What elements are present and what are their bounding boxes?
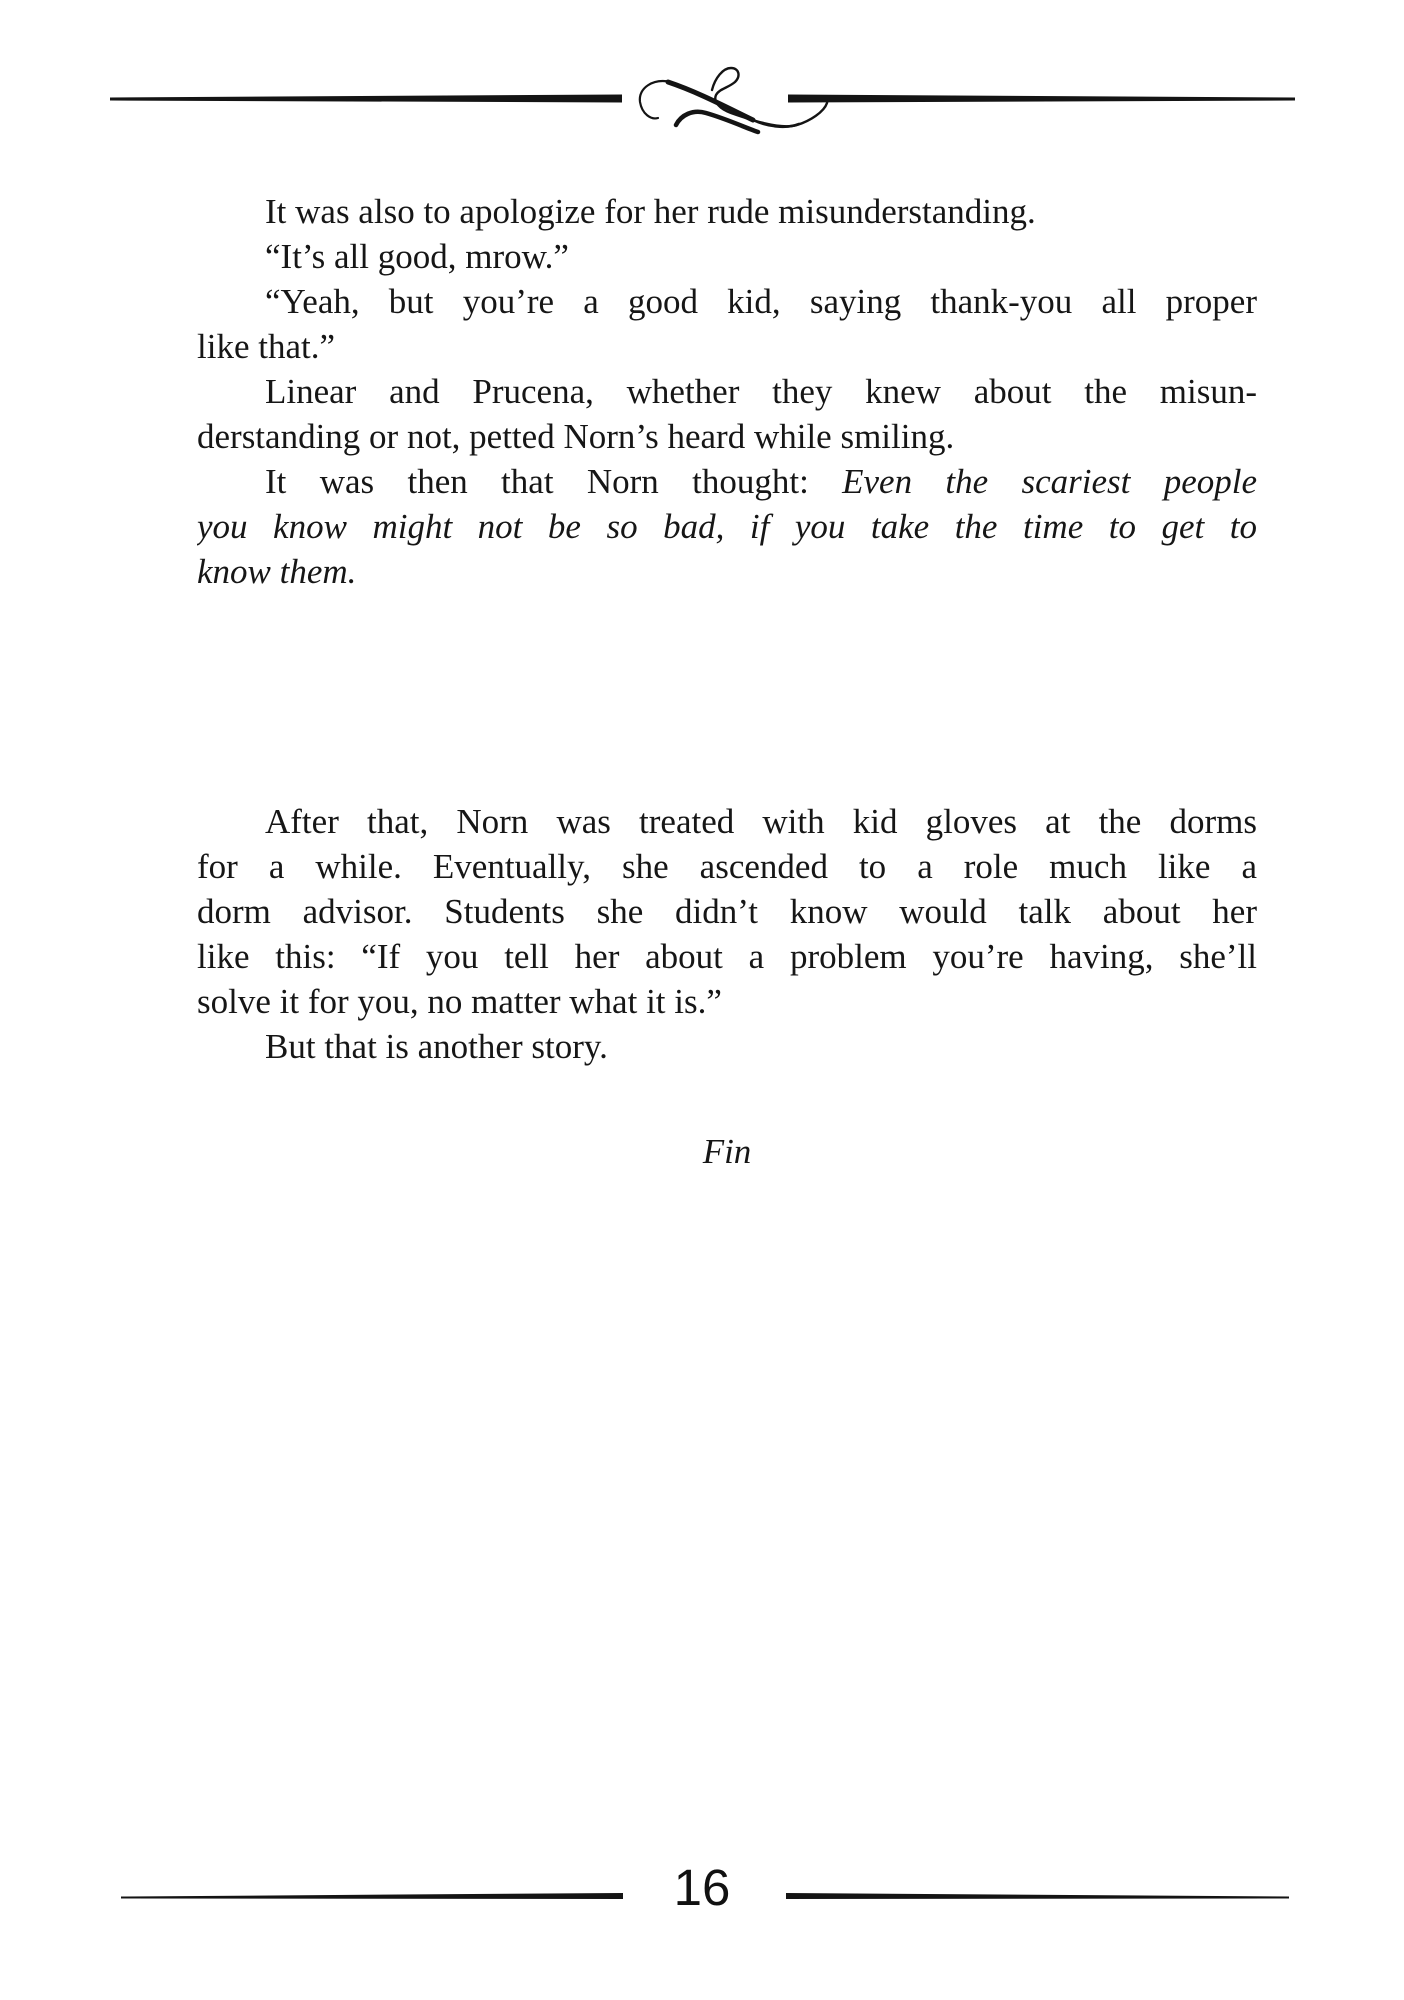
body-line: Linear and Prucena, whether they knew about the misun- bbox=[265, 372, 1257, 411]
body-line-italic: Even the scariest people bbox=[842, 462, 1257, 501]
body-line: derstanding or not, petted Norn’s heard while smiling. bbox=[197, 417, 955, 456]
body-line: solve it for you, no matter what it is.” bbox=[197, 982, 722, 1021]
body-line: know them. bbox=[197, 552, 357, 591]
fin-spacer bbox=[197, 1069, 1257, 1129]
body-line: “Yeah, but you’re a good kid, saying thank-you all proper bbox=[265, 282, 1257, 321]
body-line-roman: It was then that Norn thought: bbox=[265, 462, 843, 501]
header-flourish-divider-icon bbox=[0, 0, 1404, 150]
scene-break-spacer bbox=[197, 594, 1257, 799]
body-line: “It’s all good, mrow.” bbox=[265, 237, 569, 276]
body-line: for a while. Eventually, she ascended to a role much like a bbox=[197, 847, 1257, 886]
fin-label: Fin bbox=[702, 1132, 752, 1171]
body-line: It was also to apologize for her rude misunderstanding. bbox=[265, 192, 1036, 231]
body-line: like that.” bbox=[197, 327, 336, 366]
body-line: dorm advisor. Students she didn’t know would talk about her bbox=[197, 892, 1257, 931]
page-number: 16 bbox=[673, 1859, 731, 1916]
body-line: you know might not be so bad, if you take the time to get to bbox=[197, 507, 1257, 546]
body-line bbox=[197, 459, 1257, 504]
body-line: But that is another story. bbox=[265, 1027, 608, 1066]
body-line: After that, Norn was treated with kid gloves at the dorms bbox=[265, 802, 1257, 841]
body-text bbox=[197, 189, 1257, 1174]
body-line: like this: “If you tell her about a problem you’re having, she’ll bbox=[197, 937, 1257, 976]
